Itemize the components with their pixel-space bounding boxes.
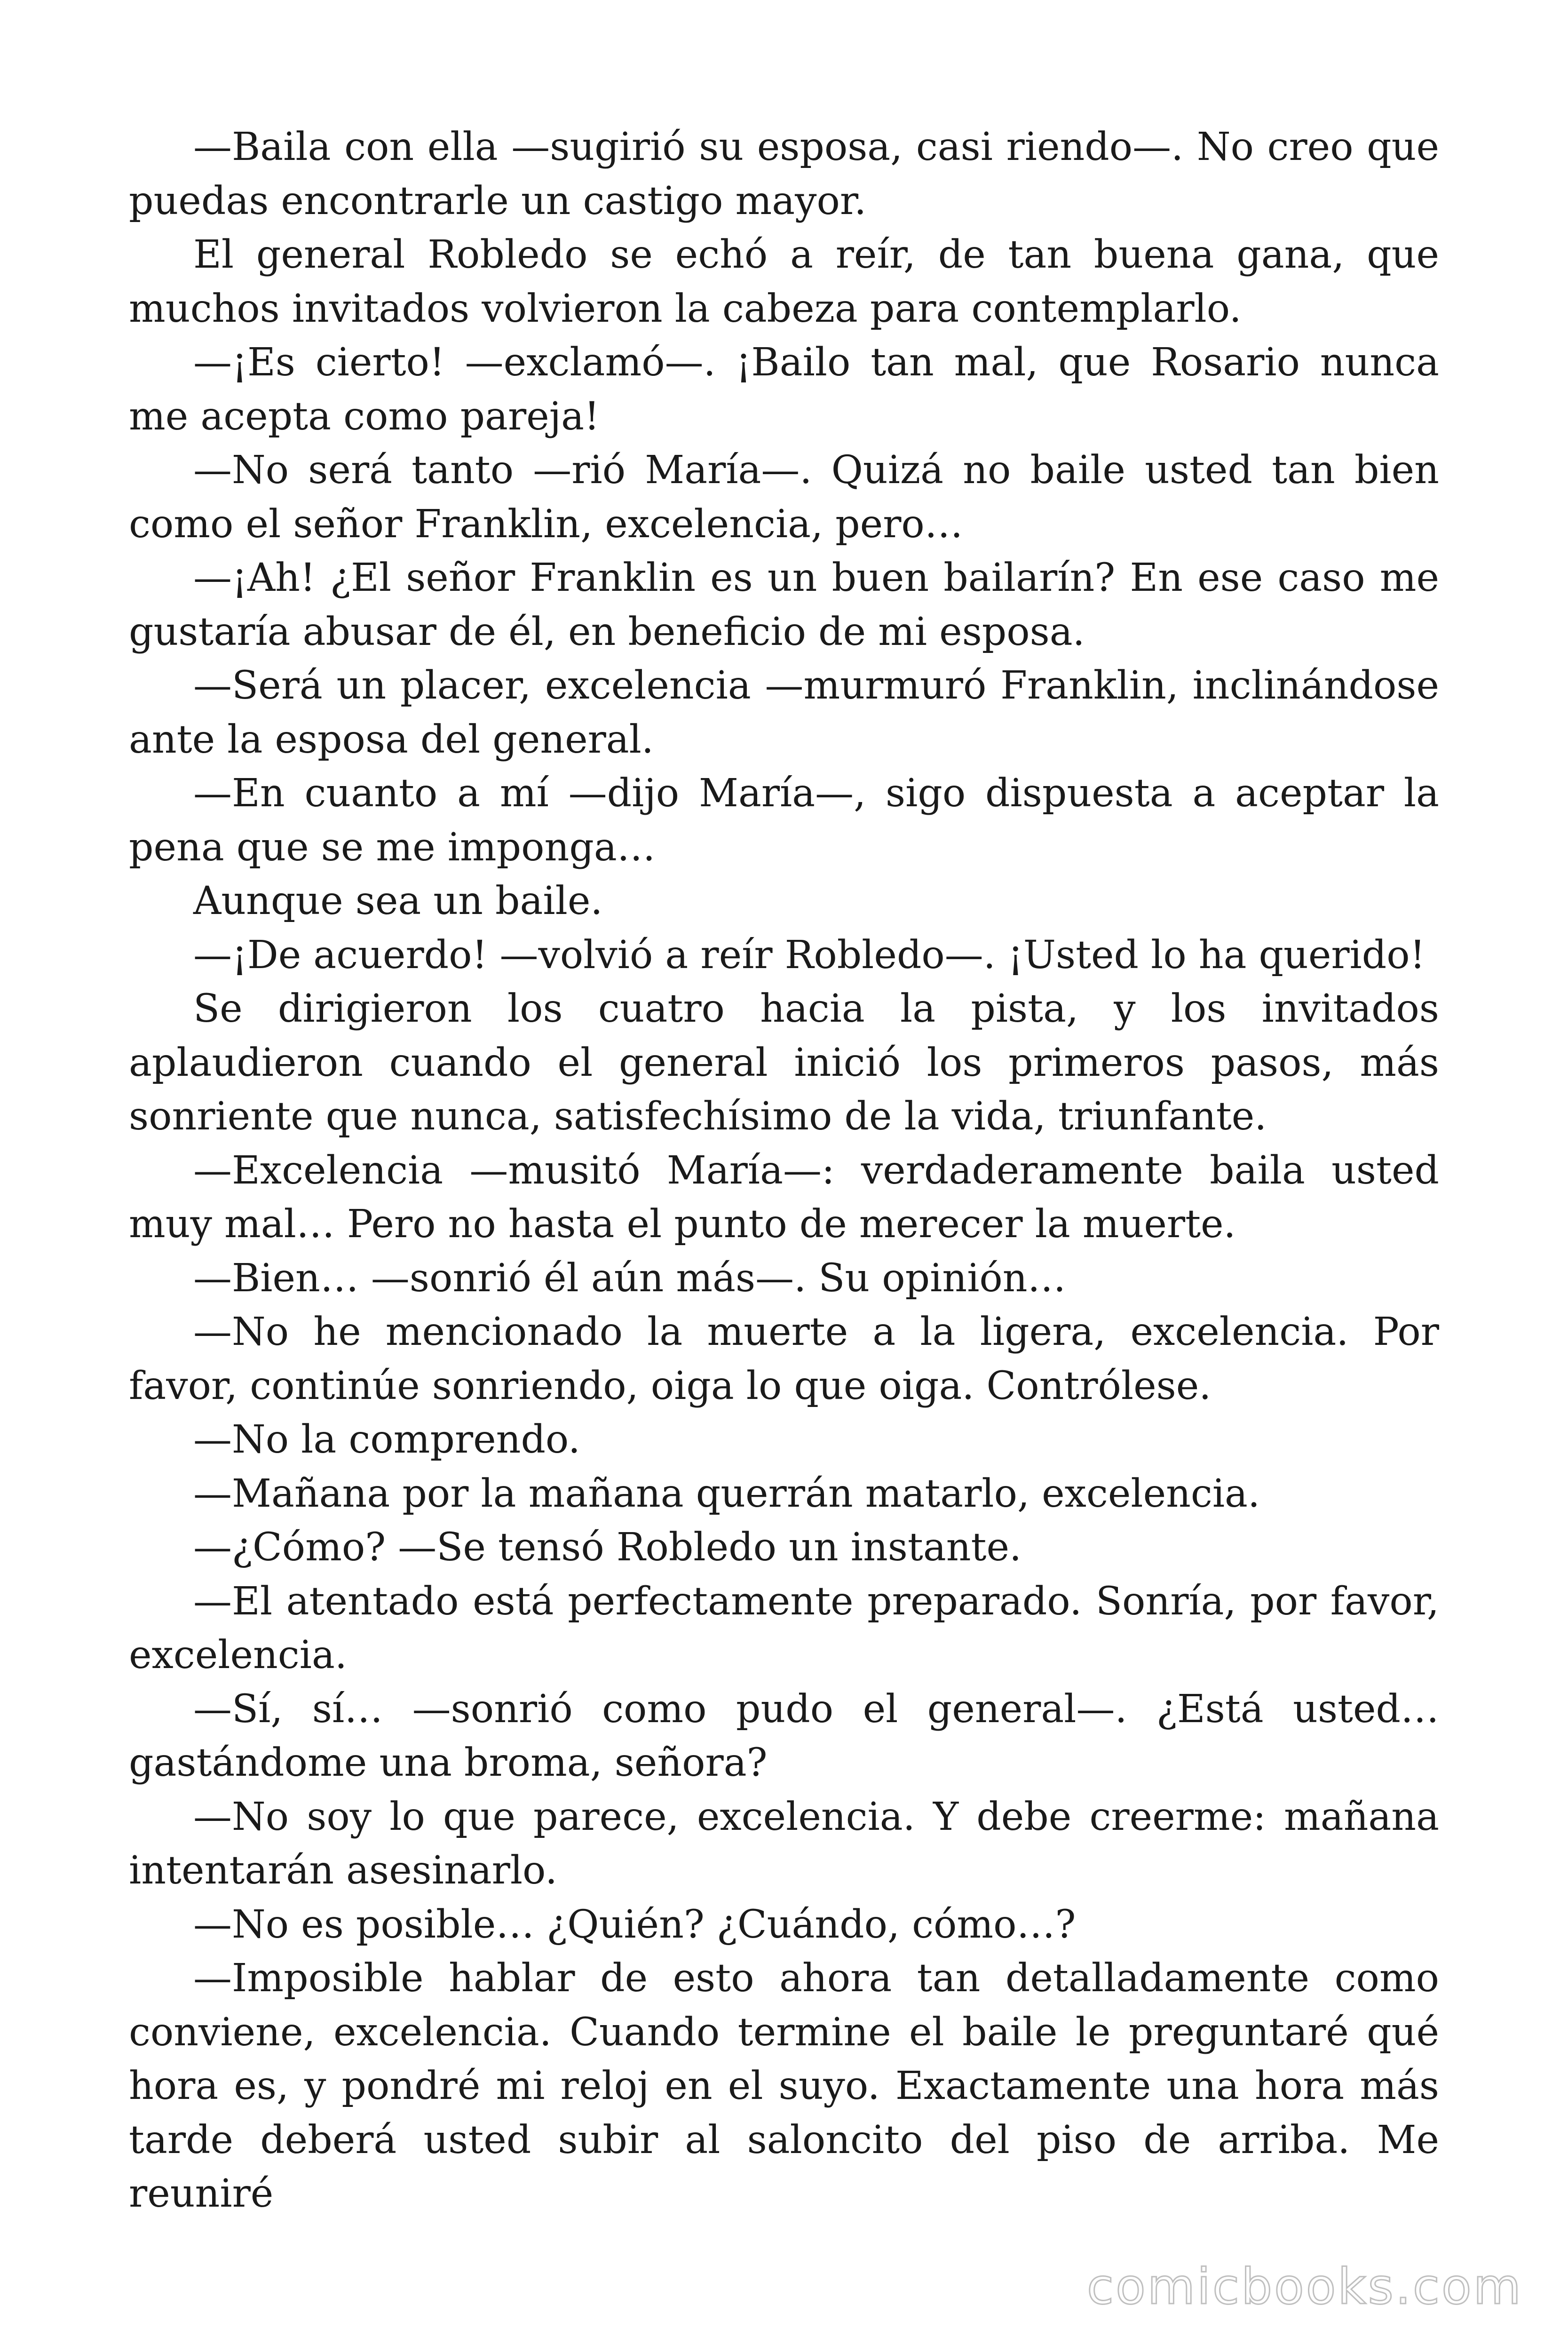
paragraph: Se dirigieron los cuatro hacia la pista, y los invitados aplaudieron cuando el general inició los primeros pasos, más sonriente que nunca, satisfechísimo de la vida, triunfante. (129, 986, 1439, 1139)
body-text (129, 120, 1439, 2221)
paragraph: —Bien… —sonrió él aún más—. Su opinión… (193, 1255, 1066, 1301)
paragraph: —¡Ah! ¿El señor Franklin es un buen bailarín? En ese caso me gustaría abusar de él, en beneficio de mi esposa. (129, 556, 1439, 654)
paragraph: —No será tanto —rió María—. Quizá no baile usted tan bien como el señor Franklin, excelencia, pero… (129, 448, 1439, 547)
paragraph: —¡Es cierto! —exclamó—. ¡Bailo tan mal, que Rosario nunca me acepta como pareja! (129, 340, 1439, 439)
paragraph: —Será un placer, excelencia —murmuró Franklin, inclinándose ante la esposa del general. (129, 663, 1439, 762)
paragraph: Aunque sea un baile. (193, 879, 603, 923)
paragraph: —No soy lo que parece, excelencia. Y debe creerme: mañana intentarán asesinarlo. (129, 1794, 1439, 1893)
paragraph: —¡De acuerdo! —volvió a reír Robledo—. ¡Usted lo ha querido! (193, 932, 1425, 977)
paragraph: —El atentado está perfectamente preparado. Sonría, por favor, excelencia. (129, 1579, 1439, 1677)
paragraph: —Excelencia —musitó María—: verdaderamente baila usted muy mal… Pero no hasta el punto de merecer la muerte. (129, 1148, 1439, 1247)
paragraph: —Sí, sí… —sonrió como pudo el general—. ¿Está usted… gastándome una broma, señora? (129, 1686, 1439, 1785)
paragraph-continued: —Imposible hablar de esto ahora tan detalladamente como conviene, excelencia. Cuando termine el baile le preguntaré qué hora es, y pondré mi reloj en el suyo. Exactamente una hora más tarde deberá usted subir al saloncito del piso de arriba. Me reuniré (129, 1956, 1439, 2216)
paragraph: —No he mencionado la muerte a la ligera, excelencia. Por favor, continúe sonriendo, oiga lo que oiga. Contrólese. (129, 1310, 1439, 1408)
paragraph: —Mañana por la mañana querrán matarlo, excelencia. (193, 1471, 1260, 1516)
paragraph: —No la comprendo. (193, 1417, 580, 1462)
paragraph: —¿Cómo? —Se tensó Robledo un instante. (193, 1525, 1022, 1570)
paragraph: —No es posible… ¿Quién? ¿Cuándo, cómo…? (193, 1902, 1076, 1947)
paragraph: —Baila con ella —sugirió su esposa, casi riendo—. No creo que puedas encontrarle un castigo mayor. (129, 125, 1439, 223)
paragraph: El general Robledo se echó a reír, de tan buena gana, que muchos invitados volvieron la cabeza para contemplarlo. (129, 232, 1439, 331)
watermark: comicbooks.com (1086, 2258, 1523, 2315)
paragraph: —En cuanto a mí —dijo María—, sigo dispuesta a aceptar la pena que se me imponga… (129, 771, 1439, 870)
